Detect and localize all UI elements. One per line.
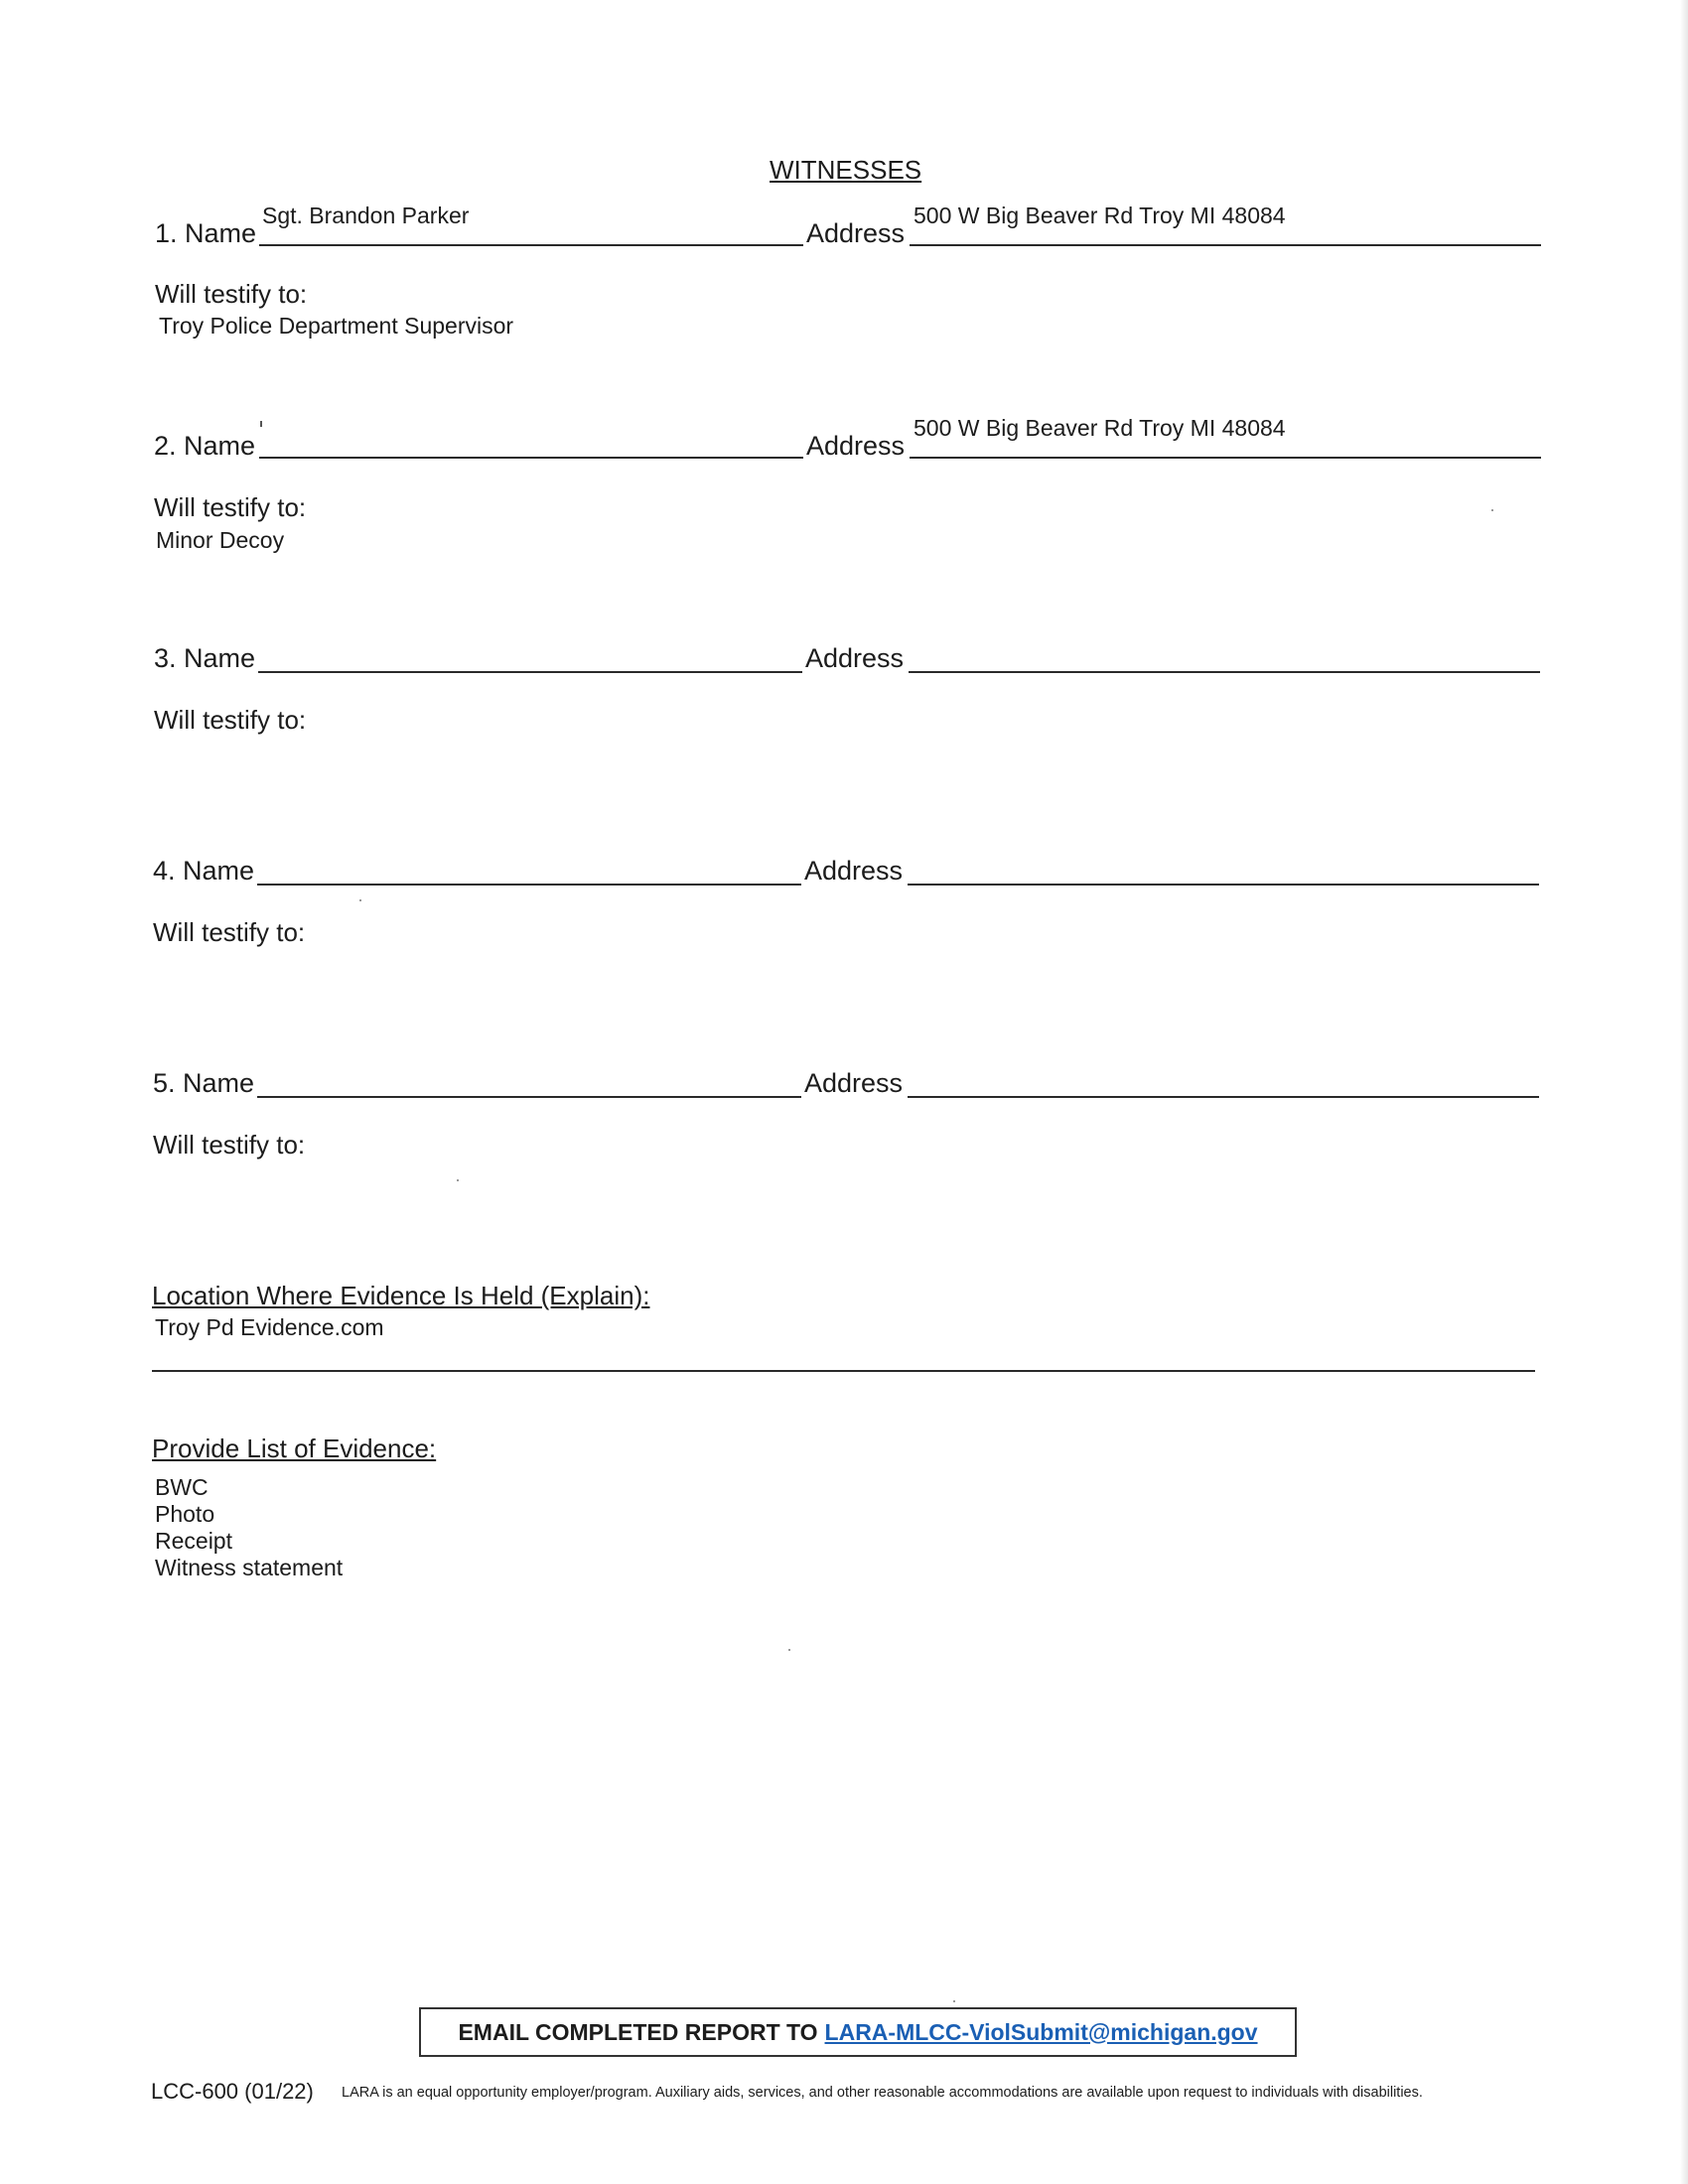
witness-1-name-field[interactable]: Sgt. Brandon Parker [262, 203, 470, 228]
witness-4-address-line [908, 884, 1539, 886]
witness-5-address-label: Address [804, 1068, 904, 1098]
evidence-item[interactable]: Photo [155, 1501, 215, 1527]
witness-5-number: 5. [153, 1068, 176, 1098]
email-link[interactable]: LARA-MLCC-ViolSubmit@michigan.gov [824, 2018, 1258, 2045]
witness-2-address-line [910, 457, 1541, 459]
form-code: LCC-600 (01/22) [151, 2079, 314, 2104]
scan-speck [260, 421, 262, 427]
email-instruction-box [419, 2007, 1297, 2057]
witness-3-name-label [154, 643, 255, 674]
witness-2-testify-label: Will testify to: [154, 492, 307, 522]
witness-5-name-label [153, 1068, 254, 1099]
witness-3-number: 3. [154, 643, 177, 673]
witness-1-address-line [910, 244, 1541, 246]
witness-5-name-line [257, 1096, 801, 1098]
witness-3-name-line [258, 671, 802, 673]
witness-3-address-line [909, 671, 1540, 673]
witness-3-testify-label: Will testify to: [154, 705, 307, 735]
witness-4-number: 4. [153, 856, 176, 886]
name-label: Name [184, 643, 256, 673]
witness-4-name-label [153, 856, 254, 887]
scan-speck [359, 899, 361, 901]
witness-5-testify-label: Will testify to: [153, 1130, 306, 1160]
witness-2-number: 2. [154, 431, 177, 461]
scan-speck [788, 1649, 790, 1651]
witness-1-testify-label: Will testify to: [155, 279, 308, 309]
witness-1-address-field[interactable]: 500 W Big Beaver Rd Troy MI 48084 [914, 203, 1286, 228]
name-label: Name [183, 856, 255, 886]
evidence-item[interactable]: Witness statement [155, 1555, 344, 1580]
witness-3-address-label: Address [805, 643, 905, 673]
evidence-list-heading: Provide List of Evidence: [152, 1433, 437, 1463]
witness-2-name-label [154, 431, 255, 462]
name-label: Name [185, 218, 257, 248]
footer-disclaimer: LARA is an equal opportunity employer/program. Auxiliary aids, services, and other reasonable accommodations are available upon request to individuals with disabilities. [342, 2085, 1423, 2101]
evidence-location-value[interactable]: Troy Pd Evidence.com [155, 1314, 384, 1340]
witness-4-testify-label: Will testify to: [153, 917, 306, 947]
evidence-location-line [152, 1370, 1535, 1372]
scan-speck [1491, 509, 1493, 511]
witness-4-address-label: Address [804, 856, 904, 886]
evidence-item[interactable]: BWC [155, 1474, 209, 1500]
name-label: Name [183, 1068, 255, 1098]
witness-2-name-line [259, 457, 803, 459]
witness-1-testify-value[interactable]: Troy Police Department Supervisor [159, 313, 514, 339]
scan-speck [457, 1179, 459, 1181]
witness-1-number: 1. [155, 218, 178, 248]
page-title: WITNESSES [770, 155, 922, 185]
witness-1-name-label [155, 218, 256, 249]
witness-1-address-label: Address [806, 218, 906, 248]
email-instruction-text: EMAIL COMPLETED REPORT TO [458, 2018, 818, 2045]
evidence-location-heading: Location Where Evidence Is Held (Explain): [152, 1281, 650, 1310]
witness-4-name-line [257, 884, 801, 886]
witness-1-name-line [259, 244, 803, 246]
scan-speck [953, 2000, 955, 2002]
witness-2-address-field[interactable]: 500 W Big Beaver Rd Troy MI 48084 [914, 415, 1286, 441]
witness-2-address-label: Address [806, 431, 906, 461]
evidence-item[interactable]: Receipt [155, 1528, 232, 1554]
name-label: Name [184, 431, 256, 461]
witness-5-address-line [908, 1096, 1539, 1098]
witness-2-testify-value[interactable]: Minor Decoy [156, 527, 285, 553]
page-edge [1680, 0, 1688, 2184]
